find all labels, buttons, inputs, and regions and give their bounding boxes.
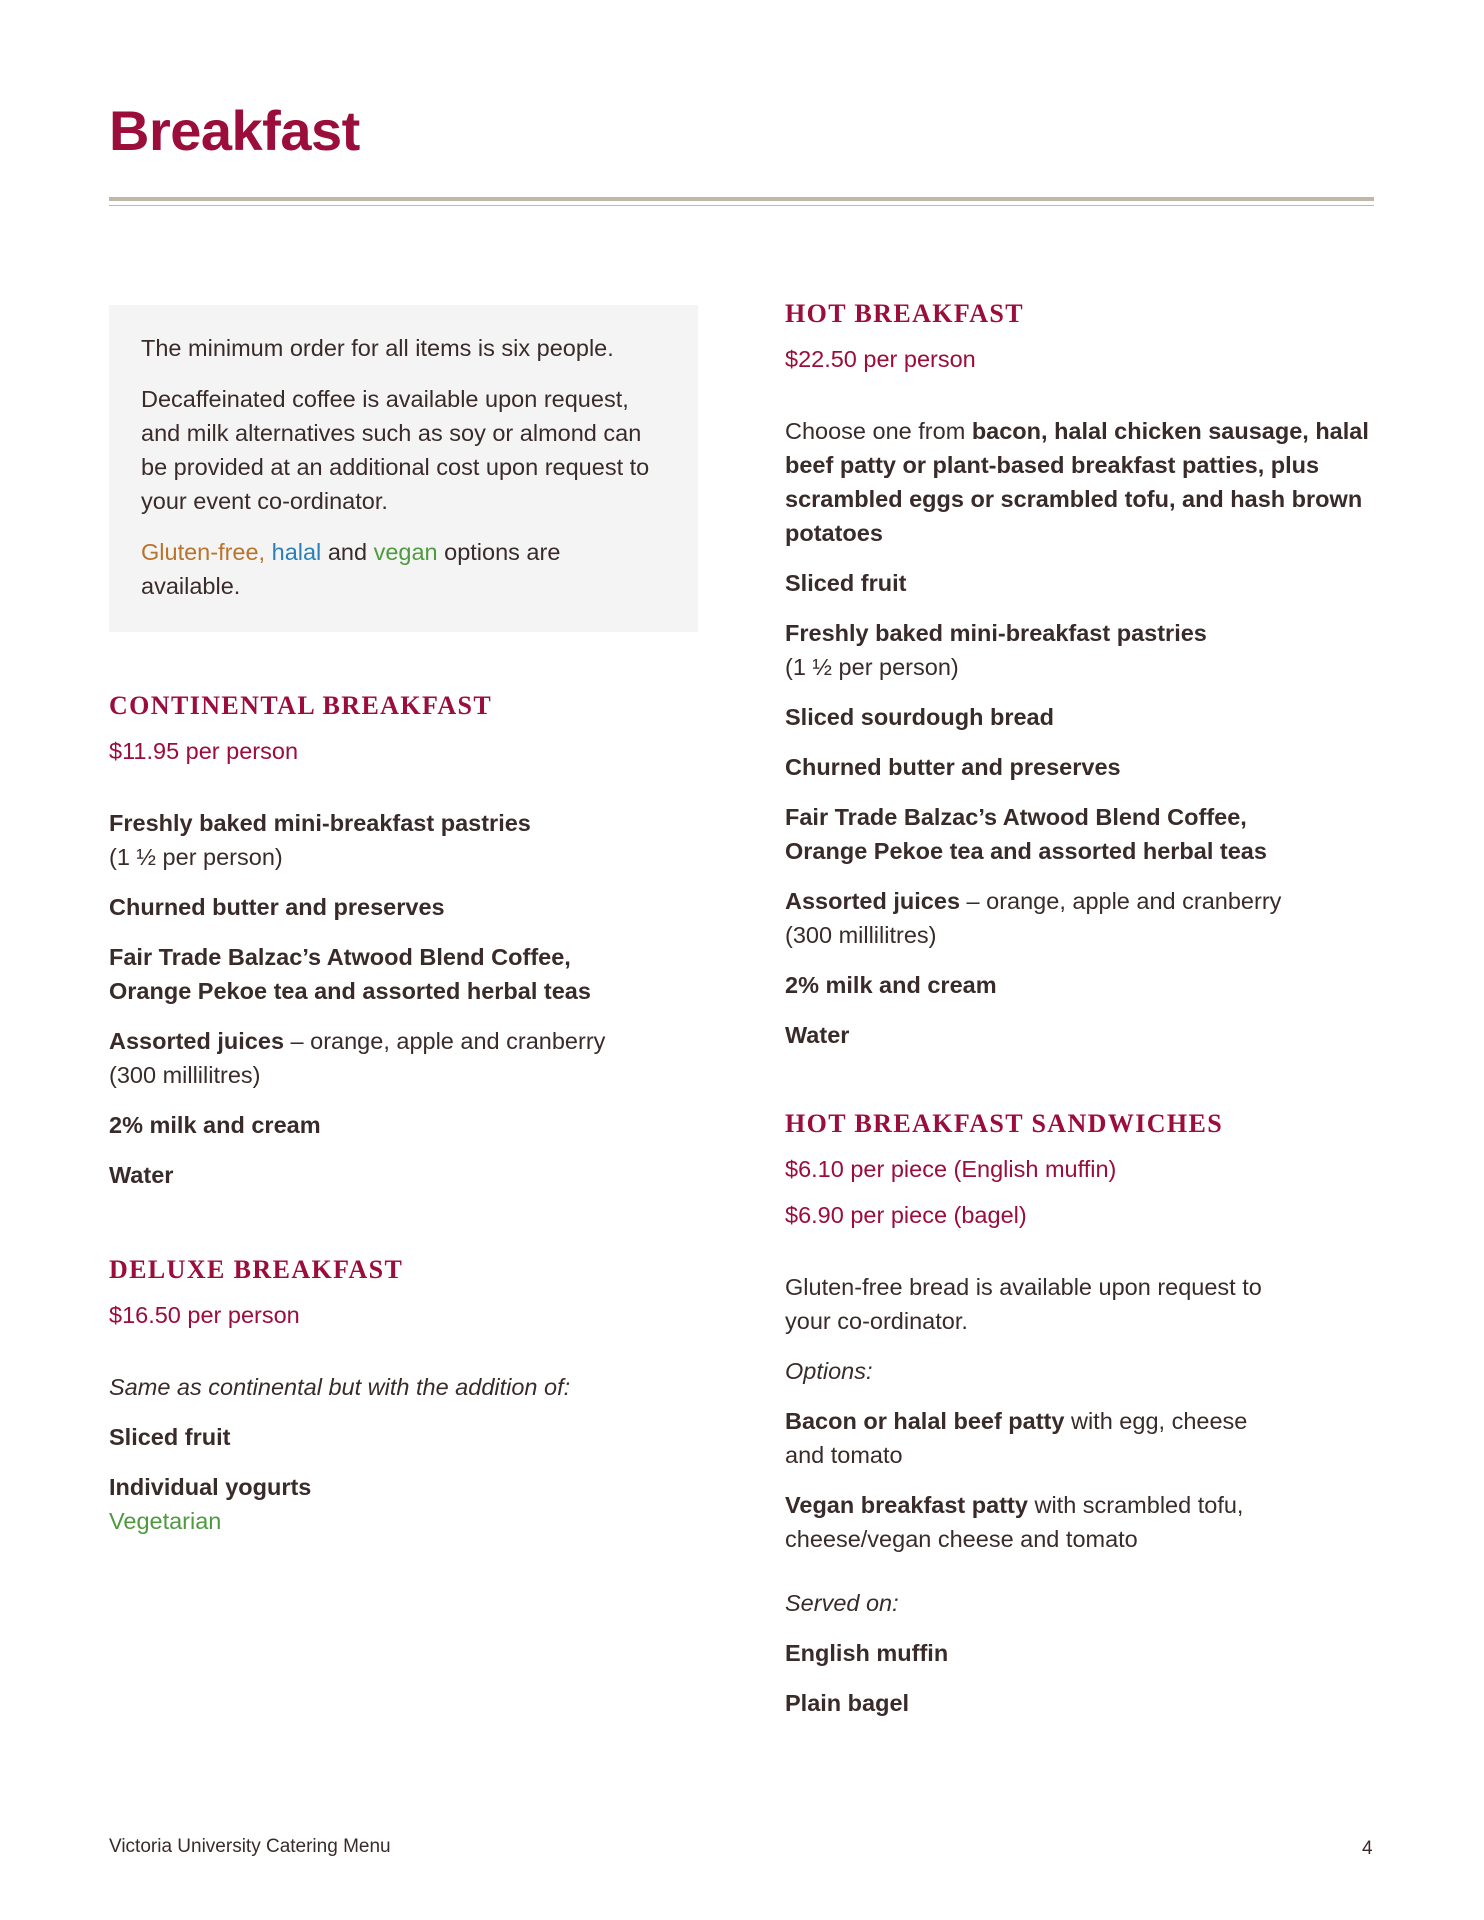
- dietary-options-note: [141, 535, 666, 603]
- list-item: Churned butter and preserves: [785, 754, 1121, 780]
- gluten-free-label: Gluten-free,: [141, 539, 266, 565]
- page-title: Breakfast: [109, 99, 360, 162]
- list-item: Vegan breakfast patty with scrambled tofu, cheese/vegan cheese and tomato: [785, 1492, 1244, 1552]
- list-item: Plain bagel: [785, 1690, 910, 1716]
- coffee-milk-note: Decaffeinated coffee is available upon request, and milk alternatives such as soy or almond can be provided at an additional cost upon request to your event co-ordinator.: [141, 386, 650, 514]
- price: $11.95 per person: [109, 738, 299, 764]
- vegan-label: vegan: [373, 539, 438, 565]
- page-number: 4: [1362, 1838, 1373, 1859]
- list-item: English muffin: [785, 1640, 949, 1666]
- list-item: Freshly baked mini-breakfast pastries (1 ½ per person): [785, 620, 1207, 680]
- hot-breakfast-sandwiches-section: [785, 1108, 1370, 1736]
- list-item: Water: [785, 1022, 850, 1048]
- price-bagel: $6.90 per piece (bagel): [785, 1202, 1027, 1228]
- price-english-muffin: $6.10 per piece (English muffin): [785, 1156, 1117, 1182]
- served-on-label: Served on:: [785, 1590, 899, 1616]
- list-item: Individual yogurts Vegetarian: [109, 1470, 709, 1538]
- footer-document-title: Victoria University Catering Menu: [109, 1836, 391, 1857]
- continental-breakfast-section: [109, 690, 709, 1208]
- options-available-text: options are available.: [141, 539, 561, 599]
- section-heading: HOT BREAKFAST: [785, 299, 1025, 328]
- item-list: [109, 806, 709, 1192]
- options-label: Options:: [785, 1358, 873, 1384]
- list-item: Freshly baked mini-breakfast pastries (1 ½ per person): [109, 810, 531, 870]
- list-item: 2% milk and cream: [109, 1112, 321, 1138]
- list-item: Water: [109, 1162, 174, 1188]
- price: $16.50 per person: [109, 1302, 300, 1328]
- gluten-free-bread-note: Gluten-free bread is available upon request to your co-ordinator.: [785, 1274, 1262, 1334]
- title-divider-thin: [109, 205, 1374, 206]
- list-item: Sliced sourdough bread: [785, 704, 1054, 730]
- item-list: [785, 414, 1370, 1052]
- list-item: Sliced fruit: [109, 1424, 231, 1450]
- list-item: Churned butter and preserves: [109, 894, 445, 920]
- item-list: [109, 1370, 709, 1538]
- section-heading: CONTINENTAL BREAKFAST: [109, 691, 493, 720]
- list-item: Fair Trade Balzac’s Atwood Blend Coffee, Orange Pekoe tea and assorted herbal teas: [109, 944, 591, 1004]
- deluxe-intro: Same as continental but with the addition of:: [109, 1374, 571, 1400]
- title-divider: [109, 197, 1374, 201]
- list-item: Sliced fruit: [785, 570, 907, 596]
- list-item: Assorted juices – orange, apple and cranberry (300 millilitres): [109, 1028, 606, 1088]
- hot-breakfast-section: [785, 298, 1370, 1068]
- item-list: [785, 1270, 1370, 1720]
- price: $22.50 per person: [785, 346, 976, 372]
- deluxe-breakfast-section: [109, 1254, 709, 1554]
- minimum-order-note: The minimum order for all items is six people.: [141, 335, 614, 361]
- section-heading: DELUXE BREAKFAST: [109, 1255, 404, 1284]
- vegetarian-tag: Vegetarian: [109, 1508, 222, 1534]
- list-item: Assorted juices – orange, apple and cranberry (300 millilitres): [785, 888, 1282, 948]
- hot-choose-item: Choose one from bacon, halal chicken sausage, halal beef patty or plant-based breakfast patties, plus scrambled eggs or scrambled tofu, and hash brown potatoes: [785, 418, 1369, 546]
- list-item: 2% milk and cream: [785, 972, 997, 998]
- list-item: Fair Trade Balzac’s Atwood Blend Coffee, Orange Pekoe tea and assorted herbal teas: [785, 804, 1267, 864]
- list-item: Bacon or halal beef patty with egg, cheese and tomato: [785, 1408, 1248, 1468]
- halal-label: halal: [271, 539, 322, 565]
- section-heading: HOT BREAKFAST SANDWICHES: [785, 1109, 1224, 1138]
- and-text: and: [327, 539, 368, 565]
- info-note-box: [109, 305, 698, 632]
